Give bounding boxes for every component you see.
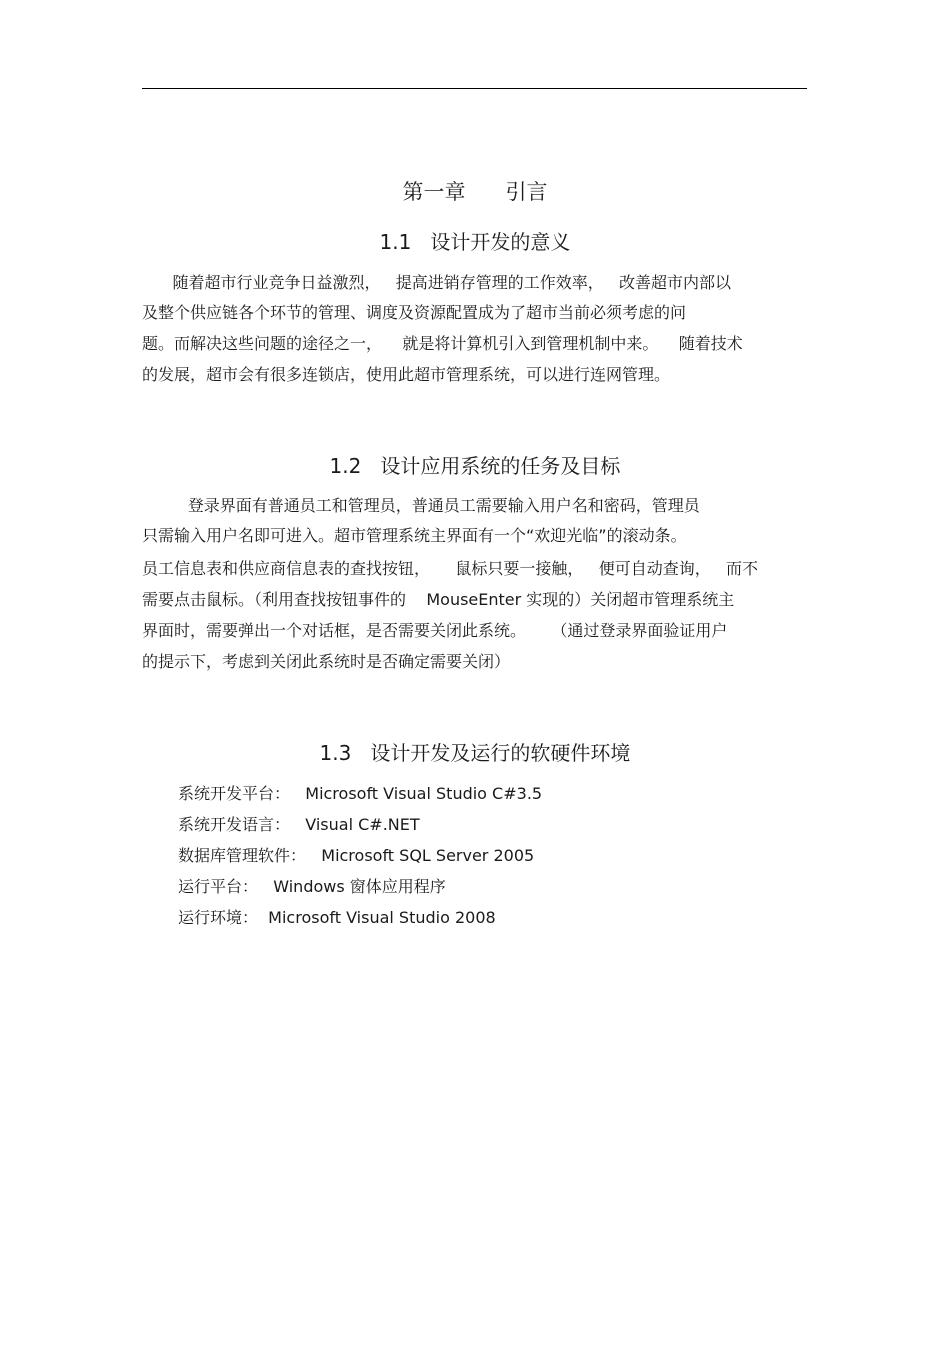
paragraph-line: 题。而解决这些问题的途径之一， 就是将计算机引入到管理机制中来。 随着技术 bbox=[142, 334, 743, 353]
paragraph-line: 的提示下，考虑到关闭此系统时是否确定需要关闭） bbox=[142, 652, 511, 671]
env-item-dev-language: 系统开发语言： Visual C#.NET bbox=[178, 815, 420, 834]
section-title-1-3: 1.3 设计开发及运行的软硬件环境 bbox=[319, 741, 631, 765]
paragraph-line: 员工信息表和供应商信息表的查找按钮， 鼠标只要一接触， 便可自动查询， 而不 bbox=[142, 559, 758, 578]
header-rule bbox=[142, 88, 807, 89]
paragraph-line: 只需输入用户名即可进入。超市管理系统主界面有一个“欢迎光临”的滚动条。 bbox=[142, 526, 687, 545]
paragraph-line: 随着超市行业竞争日益激烈， 提高进销存管理的工作效率， 改善超市内部以 bbox=[142, 273, 732, 292]
env-item-run-environment: 运行环境： Microsoft Visual Studio 2008 bbox=[178, 908, 496, 927]
env-item-dev-platform: 系统开发平台： Microsoft Visual Studio C#3.5 bbox=[178, 784, 543, 803]
paragraph-line: 登录界面有普通员工和管理员，普通员工需要输入用户名和密码，管理员 bbox=[142, 496, 700, 515]
section-title-1-2: 1.2 设计应用系统的任务及目标 bbox=[329, 454, 621, 478]
paragraph-line: 及整个供应链各个环节的管理、调度及资源配置成为了超市当前必须考虑的问 bbox=[142, 303, 687, 322]
paragraph-line: 需要点击鼠标。（利用查找按钮事件的 MouseEnter 实现的）关闭超市管理系统主 bbox=[142, 590, 735, 609]
paragraph-line: 界面时，需要弹出一个对话框，是否需要关闭此系统。 （通过登录界面验证用户 bbox=[142, 621, 728, 640]
section-title-1-1: 1.1 设计开发的意义 bbox=[379, 230, 571, 254]
paragraph-line: 的发展，超市会有很多连锁店，使用此超市管理系统，可以进行连网管理。 bbox=[142, 365, 671, 384]
env-item-database: 数据库管理软件： Microsoft SQL Server 2005 bbox=[178, 846, 535, 865]
chapter-title: 第一章 引言 bbox=[402, 180, 548, 204]
env-item-run-platform: 运行平台： Windows 窗体应用程序 bbox=[178, 877, 446, 896]
